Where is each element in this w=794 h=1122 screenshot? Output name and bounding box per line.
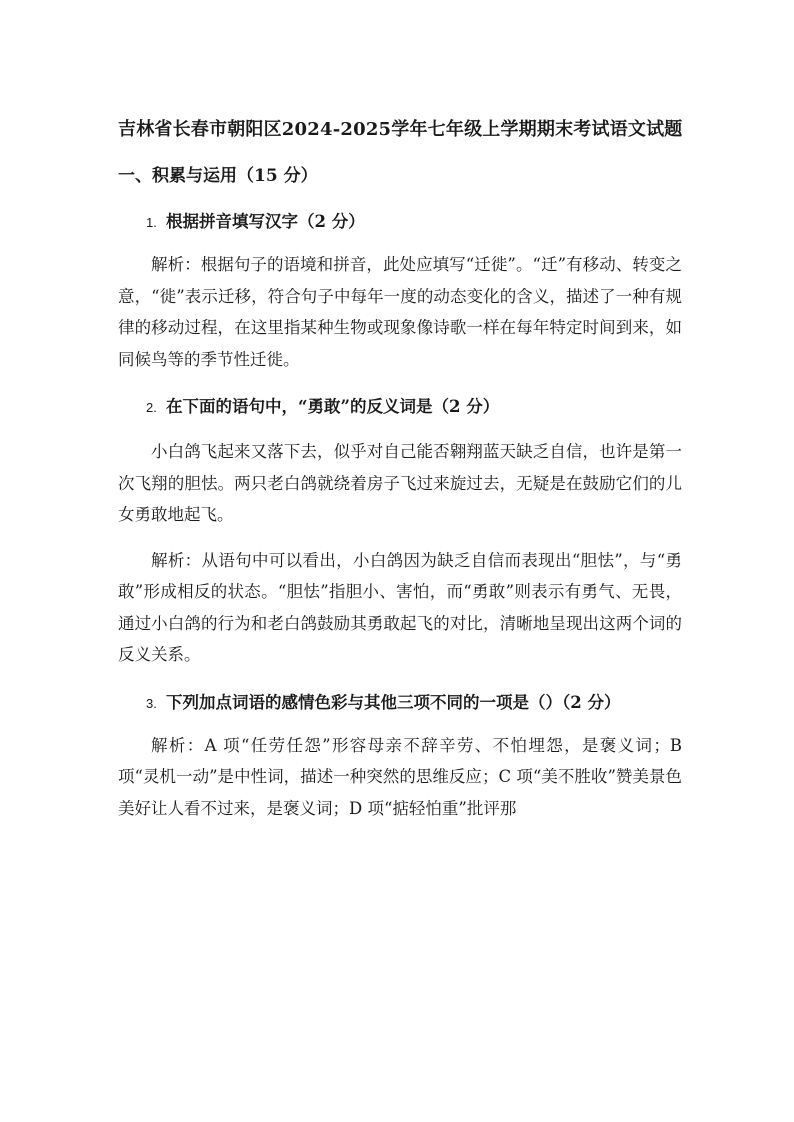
section-heading-accumulation: 一、积累与运用（15 分） [118,166,318,186]
question-2-passage: 小白鸽飞起来又落下去，似乎对自己能否翱翔蓝天缺乏自信，也许是第一次飞翔的胆怯。两只老白鸽就绕着房子飞过来旋过去，无疑是在鼓励它们的儿女勇敢地起飞。 [118,442,682,524]
document-title: 吉林省长春市朝阳区2024-2025学年七年级上学期期末考试语文试题 [118,119,683,140]
question-3-heading [146,689,682,718]
question-2-analysis: 解析：从语句中可以看出，小白鸽因为缺乏自信而表现出“胆怯”，与“勇敢”形成相反的状态。“胆怯”指胆小、害怕，而“勇敢”则表示有勇气、无畏，通过小白鸽的行为和老白鸽鼓励其勇敢起飞的对比，清晰地呈现出这两个词的反义关系。 [118,550,682,664]
question-1-number: 1. [146,215,157,230]
question-3-number: 3. [146,695,157,711]
question-1-analysis: 解析：根据句子的语境和拼音，此处应填写“迁徙”。“迁”有移动、转变之意，“徙”表示迁移，符合句子中每年一度的动态变化的含义，描述了一种有规律的移动过程，在这里指某种生物或现象像诗歌一样在每年特定时间到来，如同候鸟等的季节性迁徙。 [118,255,682,369]
question-3-title: 下列加点词语的感情色彩与其他三项不同的一项是（）（2 分） [166,692,621,712]
question-2-number: 2. [146,400,157,415]
question-3-analysis: 解析：A 项“任劳任怨”形容母亲不辞辛劳、不怕埋怨，是褒义词；B 项“灵机一动”是中性词，描述一种突然的思维反应；C 项“美不胜收”赞美景色美好让人看不过来，是褒义词；D 项“掂轻怕重”批评那 [118,735,682,818]
question-1-title: 根据拼音填写汉字（2 分） [166,212,365,231]
question-2-heading [146,393,682,422]
question-1-heading [146,208,682,237]
question-2-title: 在下面的语句中，“勇敢”的反义词是（2 分） [166,397,500,416]
